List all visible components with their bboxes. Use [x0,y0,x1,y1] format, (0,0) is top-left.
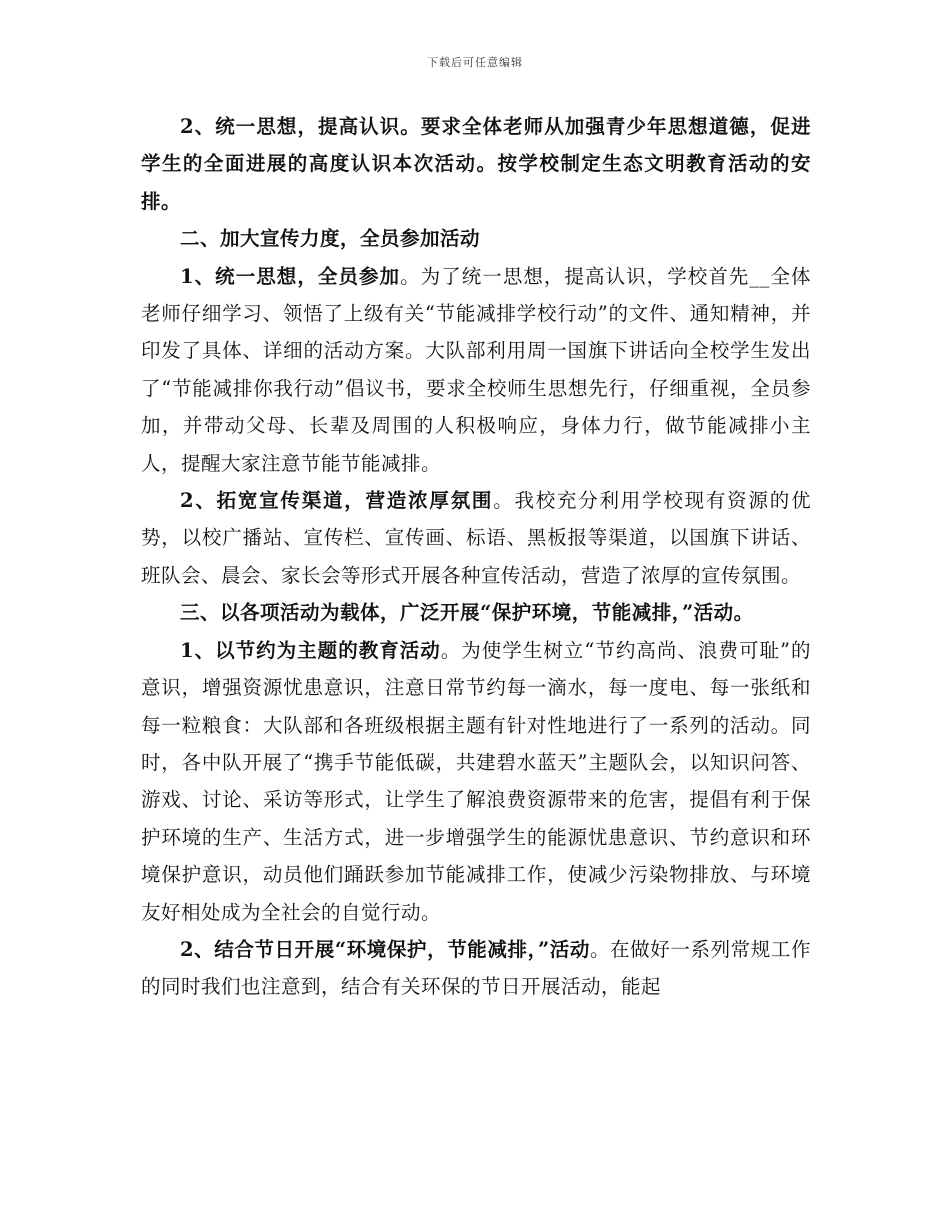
section-heading-activities [141,594,811,631]
paragraph-lead: 1、统一思想，全员参加 [180,264,401,288]
paragraph-publicity-channels [141,482,811,594]
paragraph-text: 。为了统一思想，提高认识，学校首先__全体老师仔细学习、领悟了上级有关“节能减排学校行动”的文件、通知精神，并印发了具体、详细的活动方案。大队部利用周一国旗下讲话向全校学生发出了“节能减排你我行动”倡议书，要求全校师生思想先行，仔细重视，全员参加，并带动父母、长辈及周围的人积极响应，身体力行，做节能减排小主人，提醒大家注意节能节能减排。 [141,264,811,475]
paragraph-text: 2、统一思想，提高认识。要求全体老师从加强青少年思想道德，促进学生的全面进展的高度认识本次活动。按学校制定生态文明教育活动的安排。 [141,115,811,213]
paragraph-holiday-activities [141,931,811,1006]
paragraph-lead: 2、结合节日开展“环境保护，节能减排，”活动 [180,937,590,961]
paragraph-lead: 1、以节约为主题的教育活动 [180,638,441,662]
paragraph-saving-education [141,632,811,931]
paragraph-text: 。在做好一系列常规工作的同时我们也注意到，结合有关环保的节日开展活动，能起 [141,937,811,999]
heading-text: 二、加大宣传力度，全员参加活动 [180,227,481,251]
heading-text: 三、以各项活动为载体，广泛开展“保护环境，节能减排，”活动。 [180,601,754,625]
paragraph-text: 。为使学生树立“节约高尚、浪费可耻”的意识，增强资源忧患意识，注意日常节约每一滴水，每一度电、每一张纸和每一粒粮食：大队部和各班级根据主题有针对性地进行了一系列的活动。同时，各中队开展了“携手节能低碳，共建碧水蓝天”主题队会，以知识问答、游戏、讨论、采访等形式，让学生了解浪费资源带来的危害，提倡有利于保护环境的生产、生活方式，进一步增强学生的能源忧患意识、节约意识和环境保护意识，动员他们踊跃参加节能减排工作，使减少污染物排放、与环境友好相处成为全社会的自觉行动。 [141,638,811,924]
paragraph-lead: 2、拓宽宣传渠道，营造浓厚氛围 [180,489,494,513]
section-heading-publicity [141,220,811,257]
paragraph-full-participation [141,258,811,482]
page-header: 下载后可任意编辑 [427,56,523,69]
paragraph-unify-thinking [141,108,811,220]
document-body [141,108,811,1006]
paragraph-text: 。我校充分利用学校现有资源的优势，以校广播站、宣传栏、宣传画、标语、黑板报等渠道，以国旗下讲话、班队会、晨会、家长会等形式开展各种宣传活动，营造了浓厚的宣传氛围。 [141,489,811,587]
